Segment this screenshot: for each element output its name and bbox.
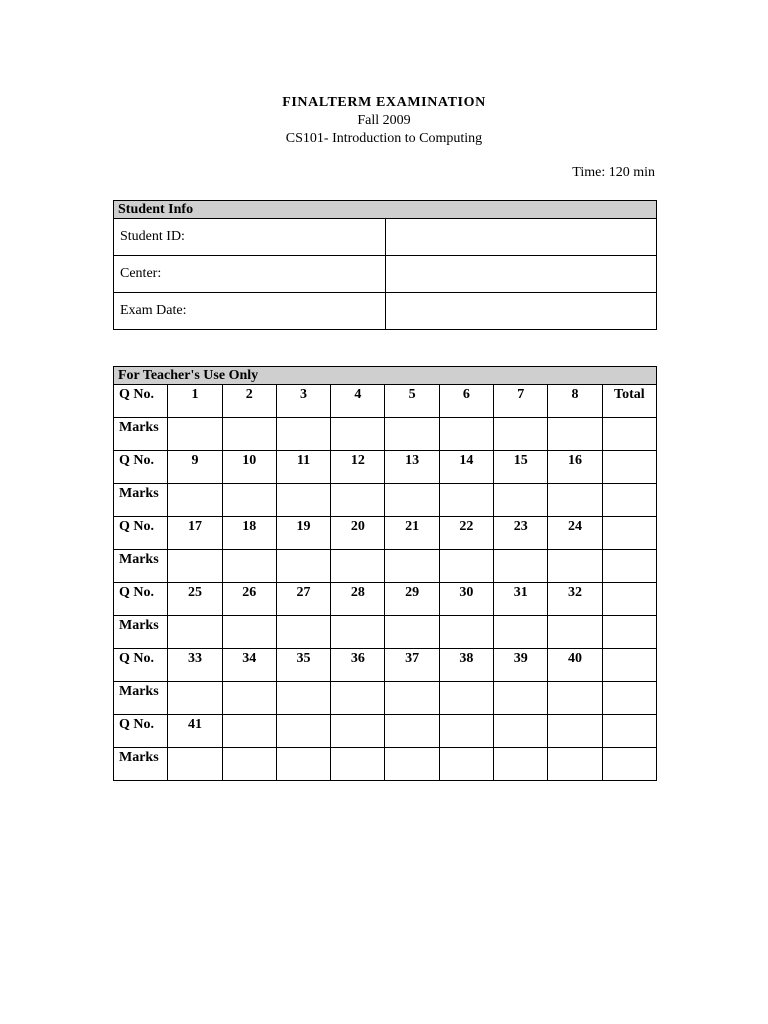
time-allowed: Time: 120 min xyxy=(572,165,655,180)
question-number-cell: 19 xyxy=(276,517,330,550)
question-number-cell: 21 xyxy=(385,517,439,550)
marks-cell[interactable] xyxy=(331,484,385,517)
question-number-cell: 30 xyxy=(439,583,493,616)
total-cell xyxy=(602,583,656,616)
marks-cell[interactable] xyxy=(331,748,385,781)
question-number-cell xyxy=(222,715,276,748)
student-id-label: Student ID: xyxy=(114,219,386,256)
question-number-cell: 33 xyxy=(168,649,222,682)
marks-cell[interactable] xyxy=(494,682,548,715)
question-number-cell: 22 xyxy=(439,517,493,550)
marks-cell[interactable] xyxy=(276,418,330,451)
marks-label: Marks xyxy=(114,418,168,451)
marks-cell[interactable] xyxy=(385,550,439,583)
question-number-cell: 29 xyxy=(385,583,439,616)
q-no-label: Q No. xyxy=(114,517,168,550)
marks-row xyxy=(114,682,657,715)
q-no-label: Q No. xyxy=(114,583,168,616)
marks-cell[interactable] xyxy=(385,484,439,517)
question-number-cell xyxy=(385,715,439,748)
marks-cell[interactable] xyxy=(494,550,548,583)
question-number-cell: 38 xyxy=(439,649,493,682)
marks-label: Marks xyxy=(114,748,168,781)
marks-cell[interactable] xyxy=(276,550,330,583)
question-number-cell: 35 xyxy=(276,649,330,682)
marks-cell[interactable] xyxy=(276,748,330,781)
marks-cell[interactable] xyxy=(222,682,276,715)
marks-cell[interactable] xyxy=(494,748,548,781)
question-number-cell: 18 xyxy=(222,517,276,550)
teacher-use-table xyxy=(113,366,657,781)
marks-cell[interactable] xyxy=(602,616,656,649)
total-label: Total xyxy=(602,385,656,418)
question-number-cell: 1 xyxy=(168,385,222,418)
question-number-cell: 10 xyxy=(222,451,276,484)
question-number-row xyxy=(114,583,657,616)
marks-cell[interactable] xyxy=(439,748,493,781)
question-number-cell: 40 xyxy=(548,649,602,682)
marks-cell[interactable] xyxy=(439,484,493,517)
marks-cell[interactable] xyxy=(331,550,385,583)
marks-cell[interactable] xyxy=(222,550,276,583)
student-info-heading: Student Info xyxy=(114,201,657,219)
question-number-cell xyxy=(494,715,548,748)
marks-cell[interactable] xyxy=(331,682,385,715)
marks-cell[interactable] xyxy=(331,616,385,649)
question-number-cell xyxy=(548,715,602,748)
question-number-row xyxy=(114,385,657,418)
total-cell xyxy=(602,715,656,748)
question-number-cell xyxy=(331,715,385,748)
question-number-cell xyxy=(276,715,330,748)
exam-header xyxy=(0,94,768,148)
marks-cell[interactable] xyxy=(439,616,493,649)
q-no-label: Q No. xyxy=(114,451,168,484)
teacher-use-heading: For Teacher's Use Only xyxy=(114,367,657,385)
question-number-cell: 4 xyxy=(331,385,385,418)
student-id-field[interactable] xyxy=(385,219,657,256)
question-number-cell: 28 xyxy=(331,583,385,616)
question-number-cell: 36 xyxy=(331,649,385,682)
marks-cell[interactable] xyxy=(276,484,330,517)
total-cell xyxy=(602,649,656,682)
total-cell xyxy=(602,517,656,550)
question-number-cell: 8 xyxy=(548,385,602,418)
marks-cell[interactable] xyxy=(331,418,385,451)
question-number-cell: 41 xyxy=(168,715,222,748)
question-number-cell: 11 xyxy=(276,451,330,484)
marks-label: Marks xyxy=(114,484,168,517)
marks-cell[interactable] xyxy=(222,748,276,781)
total-cell xyxy=(602,451,656,484)
marks-label: Marks xyxy=(114,550,168,583)
marks-cell[interactable] xyxy=(168,682,222,715)
q-no-label: Q No. xyxy=(114,715,168,748)
marks-cell[interactable] xyxy=(222,418,276,451)
q-no-label: Q No. xyxy=(114,385,168,418)
marks-cell[interactable] xyxy=(439,418,493,451)
marks-cell[interactable] xyxy=(222,484,276,517)
marks-row xyxy=(114,748,657,781)
question-number-row xyxy=(114,451,657,484)
marks-label: Marks xyxy=(114,682,168,715)
exam-date-label: Exam Date: xyxy=(114,293,386,330)
marks-cell[interactable] xyxy=(548,418,602,451)
exam-date-field[interactable] xyxy=(385,293,657,330)
student-info-table xyxy=(113,200,657,330)
question-number-cell: 3 xyxy=(276,385,330,418)
marks-cell[interactable] xyxy=(548,484,602,517)
marks-cell[interactable] xyxy=(168,748,222,781)
q-no-label: Q No. xyxy=(114,649,168,682)
question-number-cell: 26 xyxy=(222,583,276,616)
marks-cell[interactable] xyxy=(439,682,493,715)
question-number-row xyxy=(114,517,657,550)
marks-cell[interactable] xyxy=(548,616,602,649)
marks-cell[interactable] xyxy=(168,418,222,451)
question-number-cell: 2 xyxy=(222,385,276,418)
marks-cell[interactable] xyxy=(602,550,656,583)
marks-cell[interactable] xyxy=(222,616,276,649)
question-number-row xyxy=(114,715,657,748)
question-number-cell: 34 xyxy=(222,649,276,682)
marks-cell[interactable] xyxy=(548,748,602,781)
marks-cell[interactable] xyxy=(494,484,548,517)
marks-cell[interactable] xyxy=(276,682,330,715)
marks-row xyxy=(114,550,657,583)
question-number-cell: 31 xyxy=(494,583,548,616)
marks-cell[interactable] xyxy=(385,748,439,781)
marks-cell[interactable] xyxy=(602,748,656,781)
question-number-cell: 24 xyxy=(548,517,602,550)
question-number-cell: 17 xyxy=(168,517,222,550)
question-number-cell: 20 xyxy=(331,517,385,550)
marks-cell[interactable] xyxy=(602,484,656,517)
question-number-cell: 13 xyxy=(385,451,439,484)
marks-cell[interactable] xyxy=(494,418,548,451)
marks-cell[interactable] xyxy=(168,550,222,583)
question-number-cell: 32 xyxy=(548,583,602,616)
marks-row xyxy=(114,616,657,649)
marks-row xyxy=(114,418,657,451)
center-label: Center: xyxy=(114,256,386,293)
question-number-cell: 6 xyxy=(439,385,493,418)
question-number-cell: 7 xyxy=(494,385,548,418)
question-number-cell: 15 xyxy=(494,451,548,484)
question-number-cell: 25 xyxy=(168,583,222,616)
course-name: CS101- Introduction to Computing xyxy=(285,131,483,146)
question-number-cell: 39 xyxy=(494,649,548,682)
exam-title: FINALTERM EXAMINATION xyxy=(282,95,486,110)
question-number-cell: 9 xyxy=(168,451,222,484)
question-number-row xyxy=(114,649,657,682)
marks-row xyxy=(114,484,657,517)
marks-cell[interactable] xyxy=(494,616,548,649)
marks-cell[interactable] xyxy=(548,550,602,583)
marks-cell[interactable] xyxy=(168,484,222,517)
question-number-cell: 27 xyxy=(276,583,330,616)
question-number-cell xyxy=(439,715,493,748)
marks-cell[interactable] xyxy=(602,418,656,451)
center-field[interactable] xyxy=(385,256,657,293)
marks-cell[interactable] xyxy=(276,616,330,649)
marks-cell[interactable] xyxy=(168,616,222,649)
question-number-cell: 16 xyxy=(548,451,602,484)
marks-cell[interactable] xyxy=(385,682,439,715)
marks-cell[interactable] xyxy=(385,418,439,451)
exam-term: Fall 2009 xyxy=(357,113,411,128)
marks-cell[interactable] xyxy=(548,682,602,715)
marks-cell[interactable] xyxy=(602,682,656,715)
marks-cell[interactable] xyxy=(439,550,493,583)
question-number-cell: 23 xyxy=(494,517,548,550)
marks-cell[interactable] xyxy=(385,616,439,649)
question-number-cell: 14 xyxy=(439,451,493,484)
question-number-cell: 5 xyxy=(385,385,439,418)
question-number-cell: 37 xyxy=(385,649,439,682)
marks-label: Marks xyxy=(114,616,168,649)
question-number-cell: 12 xyxy=(331,451,385,484)
